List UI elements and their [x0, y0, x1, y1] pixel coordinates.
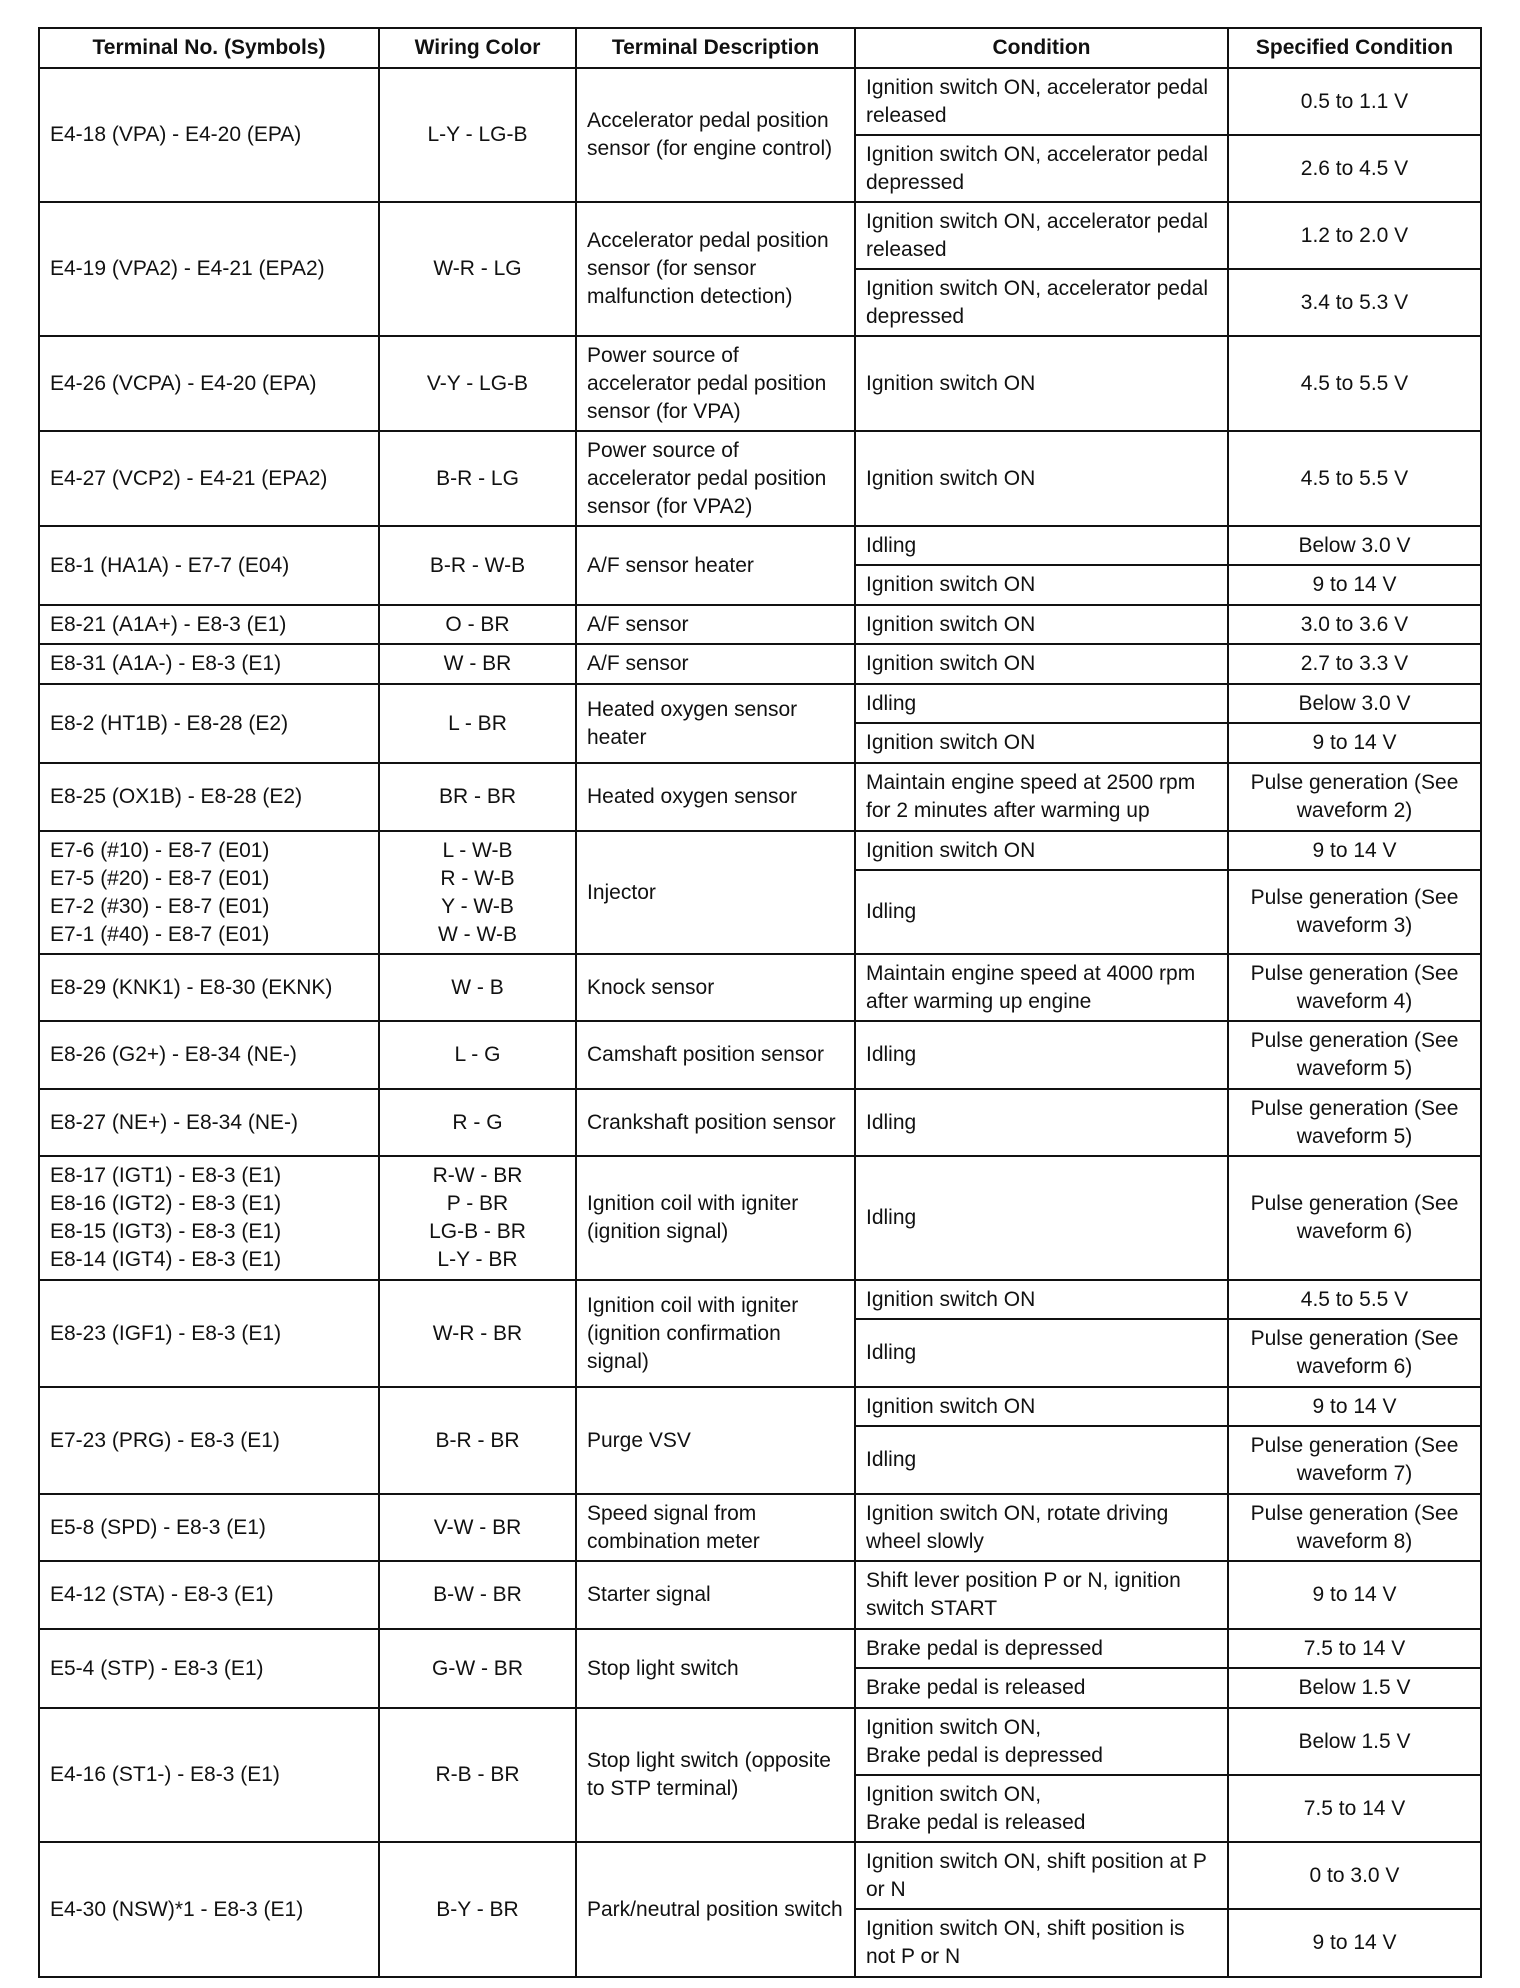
condition-cell: Ignition switch ON [855, 723, 1228, 763]
specified-condition-cell: Pulse generation (See waveform 4) [1228, 954, 1481, 1021]
specified-condition-cell: 7.5 to 14 V [1228, 1775, 1481, 1842]
wiring-color-cell: L - BR [379, 684, 576, 763]
wiring-color-cell: G-W - BR [379, 1629, 576, 1708]
terminal-cell: E4-16 (ST1-) - E8-3 (E1) [39, 1708, 379, 1842]
condition-cell: Ignition switch ON [855, 1387, 1228, 1426]
specified-condition-cell: 0.5 to 1.1 V [1228, 68, 1481, 135]
terminal-cell: E8-31 (A1A-) - E8-3 (E1) [39, 644, 379, 684]
terminal-cell: E4-12 (STA) - E8-3 (E1) [39, 1561, 379, 1629]
wiring-color-cell: B-R - BR [379, 1387, 576, 1494]
wiring-color-cell: W - BR [379, 644, 576, 684]
description-cell: Heated oxygen sensor [576, 763, 855, 831]
specified-condition-cell: Below 1.5 V [1228, 1668, 1481, 1708]
table-row [39, 1089, 1481, 1156]
specified-condition-cell: 9 to 14 V [1228, 831, 1481, 870]
terminal-cell: E4-30 (NSW)*1 - E8-3 (E1) [39, 1842, 379, 1977]
table-row [39, 954, 1481, 1021]
description-cell: Power source of accelerator pedal position sensor (for VPA) [576, 336, 855, 431]
description-cell: Starter signal [576, 1561, 855, 1629]
terminal-cell: E8-17 (IGT1) - E8-3 (E1) E8-16 (IGT2) - E8-3 (E1) E8-15 (IGT3) - E8-3 (E1) E8-14 (IGT4) - E8-3 (E1) [39, 1156, 379, 1280]
table-row [39, 1629, 1481, 1668]
description-cell: Injector [576, 831, 855, 954]
description-cell: Heated oxygen sensor heater [576, 684, 855, 763]
specified-condition-cell: Pulse generation (See waveform 5) [1228, 1089, 1481, 1156]
table-row [39, 605, 1481, 644]
terminal-cell: E8-29 (KNK1) - E8-30 (EKNK) [39, 954, 379, 1021]
condition-cell: Idling [855, 1426, 1228, 1494]
terminal-spec-table [38, 27, 1482, 1978]
condition-cell: Ignition switch ON, shift position at P or N [855, 1842, 1228, 1909]
specified-condition-cell: 7.5 to 14 V [1228, 1629, 1481, 1668]
description-cell: A/F sensor [576, 605, 855, 644]
wiring-color-cell: B-R - LG [379, 431, 576, 526]
terminal-cell: E8-25 (OX1B) - E8-28 (E2) [39, 763, 379, 831]
table-row [39, 644, 1481, 684]
condition-cell: Maintain engine speed at 4000 rpm after warming up engine [855, 954, 1228, 1021]
description-cell: Park/neutral position switch [576, 1842, 855, 1977]
wiring-color-cell: B-W - BR [379, 1561, 576, 1629]
specified-condition-cell: 4.5 to 5.5 V [1228, 1280, 1481, 1319]
condition-cell: Ignition switch ON, shift position is not P or N [855, 1909, 1228, 1977]
description-cell: Ignition coil with igniter (ignition signal) [576, 1156, 855, 1280]
specified-condition-cell: 9 to 14 V [1228, 1387, 1481, 1426]
wiring-color-cell: O - BR [379, 605, 576, 644]
specified-condition-cell: 0 to 3.0 V [1228, 1842, 1481, 1909]
wiring-color-cell: W-R - LG [379, 202, 576, 336]
specified-condition-cell: Pulse generation (See waveform 6) [1228, 1319, 1481, 1387]
table-row [39, 763, 1481, 831]
header-description: Terminal Description [576, 28, 855, 68]
condition-cell: Idling [855, 1319, 1228, 1387]
terminal-cell: E5-8 (SPD) - E8-3 (E1) [39, 1494, 379, 1561]
specified-condition-cell: Pulse generation (See waveform 5) [1228, 1021, 1481, 1089]
wiring-color-cell: B-Y - BR [379, 1842, 576, 1977]
specified-condition-cell: 4.5 to 5.5 V [1228, 431, 1481, 526]
condition-cell: Ignition switch ON [855, 831, 1228, 870]
wiring-color-cell: B-R - W-B [379, 526, 576, 605]
header-row [39, 28, 1481, 68]
description-cell: Speed signal from combination meter [576, 1494, 855, 1561]
table-row [39, 1708, 1481, 1775]
wiring-color-cell: L-Y - LG-B [379, 68, 576, 202]
terminal-cell: E8-2 (HT1B) - E8-28 (E2) [39, 684, 379, 763]
specified-condition-cell: 2.6 to 4.5 V [1228, 135, 1481, 202]
wiring-color-cell: L - W-B R - W-B Y - W-B W - W-B [379, 831, 576, 954]
wiring-color-cell: R-B - BR [379, 1708, 576, 1842]
terminal-cell: E8-1 (HA1A) - E7-7 (E04) [39, 526, 379, 605]
condition-cell: Ignition switch ON [855, 565, 1228, 605]
condition-cell: Maintain engine speed at 2500 rpm for 2 minutes after warming up [855, 763, 1228, 831]
condition-cell: Ignition switch ON [855, 605, 1228, 644]
condition-cell: Ignition switch ON, Brake pedal is depressed [855, 1708, 1228, 1775]
terminal-cell: E4-18 (VPA) - E4-20 (EPA) [39, 68, 379, 202]
specified-condition-cell: 3.4 to 5.3 V [1228, 269, 1481, 336]
wiring-color-cell: R - G [379, 1089, 576, 1156]
table-row [39, 831, 1481, 870]
condition-cell: Ignition switch ON, accelerator pedal depressed [855, 269, 1228, 336]
specified-condition-cell: Pulse generation (See waveform 7) [1228, 1426, 1481, 1494]
condition-cell: Shift lever position P or N, ignition switch START [855, 1561, 1228, 1629]
description-cell: Accelerator pedal position sensor (for engine control) [576, 68, 855, 202]
specified-condition-cell: 3.0 to 3.6 V [1228, 605, 1481, 644]
table-row [39, 526, 1481, 565]
table-row [39, 202, 1481, 269]
table-row [39, 1842, 1481, 1909]
description-cell: Crankshaft position sensor [576, 1089, 855, 1156]
specified-condition-cell: 9 to 14 V [1228, 723, 1481, 763]
description-cell: Camshaft position sensor [576, 1021, 855, 1089]
specified-condition-cell: Pulse generation (See waveform 3) [1228, 870, 1481, 954]
condition-cell: Ignition switch ON [855, 1280, 1228, 1319]
condition-cell: Brake pedal is released [855, 1668, 1228, 1708]
terminal-cell: E8-21 (A1A+) - E8-3 (E1) [39, 605, 379, 644]
wiring-color-cell: W-R - BR [379, 1280, 576, 1387]
table-row [39, 1280, 1481, 1319]
description-cell: Stop light switch [576, 1629, 855, 1708]
condition-cell: Idling [855, 684, 1228, 723]
condition-cell: Idling [855, 1089, 1228, 1156]
terminal-cell: E7-6 (#10) - E8-7 (E01) E7-5 (#20) - E8-7 (E01) E7-2 (#30) - E8-7 (E01) E7-1 (#40) - E8-7 (E01) [39, 831, 379, 954]
specified-condition-cell: 4.5 to 5.5 V [1228, 336, 1481, 431]
terminal-cell: E5-4 (STP) - E8-3 (E1) [39, 1629, 379, 1708]
description-cell: Ignition coil with igniter (ignition confirmation signal) [576, 1280, 855, 1387]
specified-condition-cell: 1.2 to 2.0 V [1228, 202, 1481, 269]
condition-cell: Ignition switch ON [855, 644, 1228, 684]
wiring-color-cell: BR - BR [379, 763, 576, 831]
table-row [39, 684, 1481, 723]
condition-cell: Idling [855, 526, 1228, 565]
specified-condition-cell: Below 3.0 V [1228, 526, 1481, 565]
table-row [39, 431, 1481, 526]
header-terminal: Terminal No. (Symbols) [39, 28, 379, 68]
table-row [39, 1561, 1481, 1629]
condition-cell: Ignition switch ON, accelerator pedal depressed [855, 135, 1228, 202]
description-cell: A/F sensor [576, 644, 855, 684]
description-cell: Stop light switch (opposite to STP terminal) [576, 1708, 855, 1842]
wiring-color-cell: V-W - BR [379, 1494, 576, 1561]
wiring-color-cell: V-Y - LG-B [379, 336, 576, 431]
description-cell: A/F sensor heater [576, 526, 855, 605]
terminal-cell: E7-23 (PRG) - E8-3 (E1) [39, 1387, 379, 1494]
condition-cell: Idling [855, 1156, 1228, 1280]
condition-cell: Ignition switch ON [855, 336, 1228, 431]
condition-cell: Ignition switch ON, Brake pedal is released [855, 1775, 1228, 1842]
condition-cell: Ignition switch ON [855, 431, 1228, 526]
specified-condition-cell: Pulse generation (See waveform 6) [1228, 1156, 1481, 1280]
condition-cell: Ignition switch ON, accelerator pedal released [855, 202, 1228, 269]
specified-condition-cell: 9 to 14 V [1228, 1909, 1481, 1977]
condition-cell: Ignition switch ON, rotate driving wheel slowly [855, 1494, 1228, 1561]
table-row [39, 1156, 1481, 1280]
condition-cell: Ignition switch ON, accelerator pedal released [855, 68, 1228, 135]
specified-condition-cell: Pulse generation (See waveform 8) [1228, 1494, 1481, 1561]
condition-cell: Brake pedal is depressed [855, 1629, 1228, 1668]
header-specified: Specified Condition [1228, 28, 1481, 68]
terminal-cell: E8-26 (G2+) - E8-34 (NE-) [39, 1021, 379, 1089]
specified-condition-cell: 9 to 14 V [1228, 565, 1481, 605]
table-row [39, 68, 1481, 135]
table-row [39, 1387, 1481, 1426]
wiring-color-cell: W - B [379, 954, 576, 1021]
description-cell: Purge VSV [576, 1387, 855, 1494]
specified-condition-cell: Pulse generation (See waveform 2) [1228, 763, 1481, 831]
wiring-color-cell: R-W - BR P - BR LG-B - BR L-Y - BR [379, 1156, 576, 1280]
description-cell: Knock sensor [576, 954, 855, 1021]
description-cell: Power source of accelerator pedal position sensor (for VPA2) [576, 431, 855, 526]
table-row [39, 1494, 1481, 1561]
terminal-cell: E4-26 (VCPA) - E4-20 (EPA) [39, 336, 379, 431]
specified-condition-cell: Below 3.0 V [1228, 684, 1481, 723]
terminal-cell: E4-19 (VPA2) - E4-21 (EPA2) [39, 202, 379, 336]
header-wiring-color: Wiring Color [379, 28, 576, 68]
table-row [39, 336, 1481, 431]
specified-condition-cell: 9 to 14 V [1228, 1561, 1481, 1629]
description-cell: Accelerator pedal position sensor (for sensor malfunction detection) [576, 202, 855, 336]
header-condition: Condition [855, 28, 1228, 68]
terminal-cell: E8-27 (NE+) - E8-34 (NE-) [39, 1089, 379, 1156]
condition-cell: Idling [855, 1021, 1228, 1089]
terminal-cell: E4-27 (VCP2) - E4-21 (EPA2) [39, 431, 379, 526]
wiring-color-cell: L - G [379, 1021, 576, 1089]
specified-condition-cell: Below 1.5 V [1228, 1708, 1481, 1775]
specified-condition-cell: 2.7 to 3.3 V [1228, 644, 1481, 684]
table-row [39, 1021, 1481, 1089]
condition-cell: Idling [855, 870, 1228, 954]
terminal-cell: E8-23 (IGF1) - E8-3 (E1) [39, 1280, 379, 1387]
